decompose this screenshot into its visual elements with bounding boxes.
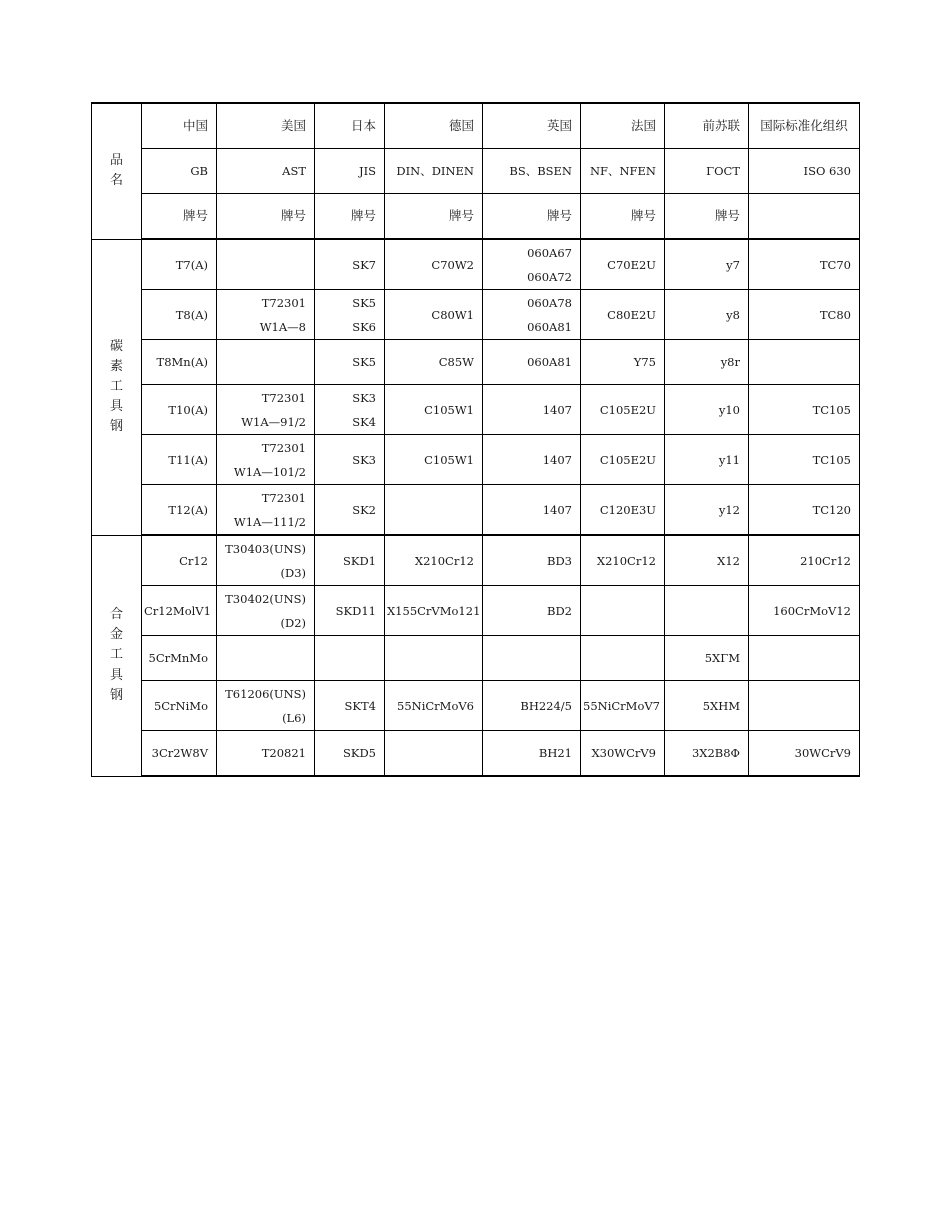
grade-line: SK7 (352, 257, 376, 272)
grade-line: TC105 (812, 452, 851, 467)
grade-line: T8(A) (175, 307, 208, 322)
grade-line: T8Mn(A) (156, 355, 208, 369)
grade-line: SKD1 (342, 553, 376, 568)
grade-line: TC105 (812, 402, 851, 417)
grade-line: 1407 (542, 502, 572, 517)
grade-line: y11 (718, 452, 740, 467)
grade-cell (315, 385, 385, 435)
grade-line: 060A81 (527, 355, 572, 369)
standard-cell: JIS (315, 149, 385, 194)
grade-cell (665, 485, 749, 536)
standard-cell: DIN、DINEN (385, 149, 483, 194)
grade-line: T72301 (261, 440, 306, 455)
grade-cell (665, 239, 749, 290)
grade-cell (315, 586, 385, 636)
table-row (92, 290, 860, 340)
country-iso: 国际标准化组织 (749, 103, 860, 149)
grade-line: y12 (718, 502, 740, 517)
grade-line: 30WCrV9 (794, 746, 851, 760)
grade-line: T72301 (261, 390, 306, 405)
grade-cell (315, 290, 385, 340)
grade-cell (483, 485, 581, 536)
grade-label-cell: 牌号 (142, 194, 217, 240)
grade-cell (749, 290, 860, 340)
grade-line: T72301 (261, 490, 306, 505)
grade-cell (749, 681, 860, 731)
grade-line: C105E2U (599, 452, 656, 467)
grade-cell (749, 731, 860, 777)
grade-cell (385, 586, 483, 636)
grade-cell (142, 535, 217, 586)
grade-cell (142, 385, 217, 435)
grade-cell (483, 385, 581, 435)
grade-label-cell: 牌号 (665, 194, 749, 240)
grade-cell (665, 290, 749, 340)
grade-cell (217, 535, 315, 586)
grade-cell (665, 636, 749, 681)
carbon-category-cell (92, 239, 142, 535)
grade-line: SKD5 (342, 746, 376, 760)
grade-cell (665, 385, 749, 435)
grade-line: SK4 (352, 414, 376, 429)
grade-cell (483, 435, 581, 485)
grade-cell (315, 340, 385, 385)
country-germany: 德国 (385, 103, 483, 149)
grade-line: 160CrMoV12 (773, 603, 851, 618)
grade-cell (483, 340, 581, 385)
grade-line: TC80 (819, 307, 851, 322)
country-france: 法国 (581, 103, 665, 149)
grade-line: W1A—8 (259, 319, 306, 334)
grade-cell (483, 239, 581, 290)
table-row (92, 340, 860, 385)
grade-cell (581, 435, 665, 485)
grade-line: W1A—91/2 (241, 414, 306, 429)
grade-line: T12(A) (168, 502, 208, 517)
grade-cell (581, 485, 665, 536)
grade-cell (665, 535, 749, 586)
grade-line: 5CrNiMo (153, 698, 208, 713)
grade-line: SKD11 (335, 603, 376, 618)
standard-cell: AST (217, 149, 315, 194)
grade-line: 060A67 (527, 245, 572, 260)
alloy-category-cell (92, 535, 142, 776)
grade-line: T20821 (261, 746, 306, 760)
grade-cell (315, 681, 385, 731)
grade-cell (749, 535, 860, 586)
grade-cell (142, 435, 217, 485)
header-row-standards (92, 149, 860, 194)
table-row (92, 239, 860, 290)
grade-line: (L6) (282, 710, 306, 725)
grade-cell (315, 636, 385, 681)
grade-line: X30WCrV9 (591, 746, 656, 760)
grade-cell (749, 636, 860, 681)
grade-line: 060A72 (527, 269, 572, 284)
grade-cell (217, 340, 315, 385)
grade-cell (315, 485, 385, 536)
grade-cell (483, 636, 581, 681)
grade-cell (217, 385, 315, 435)
grade-line: BH21 (538, 746, 572, 760)
grade-cell (385, 731, 483, 777)
grade-line: X210Cr12 (414, 553, 474, 568)
grade-cell (749, 239, 860, 290)
grade-cell (217, 485, 315, 536)
grade-cell (483, 586, 581, 636)
country-japan: 日本 (315, 103, 385, 149)
table-row (92, 435, 860, 485)
grade-line: 210Cr12 (800, 553, 851, 568)
grade-line: 5XΓM (704, 651, 740, 665)
standard-cell: GB (142, 149, 217, 194)
grade-label-cell: 牌号 (483, 194, 581, 240)
standard-cell: NF、NFEN (581, 149, 665, 194)
grade-cell (385, 239, 483, 290)
grade-cell (665, 586, 749, 636)
grade-cell (483, 290, 581, 340)
grade-cell (385, 435, 483, 485)
grade-cell (142, 340, 217, 385)
grade-line: TC70 (819, 257, 851, 272)
grade-line: 5XHM (702, 698, 740, 713)
grade-line: y7 (726, 257, 740, 272)
grade-cell (749, 385, 860, 435)
table-row (92, 586, 860, 636)
grade-cell (665, 340, 749, 385)
grade-cell (581, 681, 665, 731)
category-label: 合金工具钢 (110, 607, 124, 703)
grade-cell (749, 435, 860, 485)
grade-cell (385, 636, 483, 681)
grade-cell (315, 535, 385, 586)
grade-line: C80W1 (431, 307, 474, 322)
grade-line: W1A—101/2 (233, 464, 306, 479)
grade-line: 5CrMnMo (148, 651, 208, 665)
grade-cell (749, 485, 860, 536)
grade-line: SK5 (352, 355, 376, 369)
grade-line: T30402(UNS) (225, 591, 306, 606)
product-name-header-cell (92, 103, 142, 239)
grade-line: T61206(UNS) (225, 686, 306, 701)
grade-cell (385, 290, 483, 340)
grade-line: Cr12MolV1 (144, 603, 211, 618)
grade-cell (217, 239, 315, 290)
grade-line: C120E3U (599, 502, 656, 517)
grade-line: SK5 (352, 295, 376, 310)
grade-cell (142, 731, 217, 777)
grade-line: X210Cr12 (596, 553, 656, 568)
grade-cell (385, 681, 483, 731)
grade-cell (581, 586, 665, 636)
grade-line: 060A78 (527, 295, 572, 310)
grade-cell (581, 340, 665, 385)
grade-line: C70W2 (431, 257, 474, 272)
grade-cell (581, 239, 665, 290)
grade-line: SK3 (352, 452, 376, 467)
country-usa: 美国 (217, 103, 315, 149)
country-china: 中国 (142, 103, 217, 149)
steel-grade-comparison-table (91, 102, 860, 777)
grade-line: SKT4 (344, 698, 376, 713)
grade-cell (315, 435, 385, 485)
grade-cell (217, 435, 315, 485)
grade-line: BD2 (547, 603, 572, 618)
grade-cell (581, 731, 665, 777)
country-uk: 英国 (483, 103, 581, 149)
table-row (92, 731, 860, 777)
grade-line: 3X2B8Φ (691, 746, 740, 760)
grade-label-cell: 牌号 (315, 194, 385, 240)
grade-line: C80E2U (607, 307, 656, 322)
grade-cell (581, 636, 665, 681)
grade-cell (142, 290, 217, 340)
grade-line: C105W1 (424, 402, 474, 417)
grade-line: 060A81 (527, 319, 572, 334)
grade-line: C105W1 (424, 452, 474, 467)
grade-line: X12 (717, 553, 740, 568)
grade-line: C70E2U (607, 257, 656, 272)
grade-line: 55NiCrMoV6 (397, 698, 474, 713)
table-row (92, 535, 860, 586)
grade-line: 55NiCrMoV7 (583, 698, 660, 713)
grade-cell (749, 586, 860, 636)
grade-cell (142, 239, 217, 290)
grade-line: C105E2U (599, 402, 656, 417)
country-former-ussr: 前苏联 (665, 103, 749, 149)
grade-cell (665, 681, 749, 731)
grade-cell (142, 636, 217, 681)
standard-cell: ISO 630 (749, 149, 860, 194)
grade-line: X155CrVMo121 (387, 603, 481, 618)
grade-line: C85W (438, 355, 474, 369)
table-row (92, 681, 860, 731)
grade-cell (217, 290, 315, 340)
grade-cell (385, 340, 483, 385)
grade-cell (581, 385, 665, 435)
standard-cell: ΓOCT (665, 149, 749, 194)
grade-line: BD3 (547, 553, 572, 568)
grade-line: BH224/5 (520, 698, 572, 713)
grade-cell (483, 535, 581, 586)
grade-label-cell: 牌号 (217, 194, 315, 240)
grade-cell (665, 435, 749, 485)
grade-line: Cr12 (179, 553, 208, 568)
grade-line: SK6 (352, 319, 376, 334)
grade-line: TC120 (812, 502, 851, 517)
grade-cell (483, 731, 581, 777)
grade-cell (385, 535, 483, 586)
carbon-tool-steel-section (92, 239, 860, 535)
grade-label-cell (749, 194, 860, 240)
grade-cell (749, 340, 860, 385)
grade-line: (D3) (280, 565, 306, 580)
grade-cell (142, 586, 217, 636)
grade-cell (217, 681, 315, 731)
header-row-grade-labels (92, 194, 860, 240)
table-row (92, 636, 860, 681)
grade-line: 1407 (542, 452, 572, 467)
grade-line: y10 (718, 402, 740, 417)
grade-line: 1407 (542, 402, 572, 417)
grade-cell (217, 636, 315, 681)
grade-line: W1A—111/2 (233, 514, 306, 529)
grade-line: T72301 (261, 295, 306, 310)
grade-line: SK2 (352, 502, 376, 517)
table-row (92, 485, 860, 536)
grade-cell (665, 731, 749, 777)
grade-line: y8r (720, 355, 740, 369)
grade-line: T7(A) (175, 257, 208, 272)
grade-cell (581, 535, 665, 586)
grade-line: SK3 (352, 390, 376, 405)
grade-cell (217, 586, 315, 636)
grade-cell (385, 385, 483, 435)
grade-line: T10(A) (168, 402, 208, 417)
grade-cell (483, 681, 581, 731)
grade-label-cell: 牌号 (385, 194, 483, 240)
category-label: 碳素工具钢 (110, 338, 124, 435)
grade-cell (581, 290, 665, 340)
header-row-countries (92, 103, 860, 149)
grade-cell (315, 731, 385, 777)
grade-line: (D2) (280, 615, 306, 630)
standard-cell: BS、BSEN (483, 149, 581, 194)
product-name-label: 品名 (110, 153, 124, 189)
grade-cell (142, 485, 217, 536)
grade-cell (142, 681, 217, 731)
grade-label-cell: 牌号 (581, 194, 665, 240)
grade-cell (315, 239, 385, 290)
grade-line: 3Cr2W8V (151, 746, 208, 760)
table-row (92, 385, 860, 435)
grade-line: Y75 (633, 355, 656, 369)
grade-line: T11(A) (168, 452, 208, 467)
grade-cell (217, 731, 315, 777)
grade-line: y8 (726, 307, 740, 322)
grade-cell (385, 485, 483, 536)
alloy-tool-steel-section (92, 535, 860, 776)
grade-line: T30403(UNS) (225, 541, 306, 556)
